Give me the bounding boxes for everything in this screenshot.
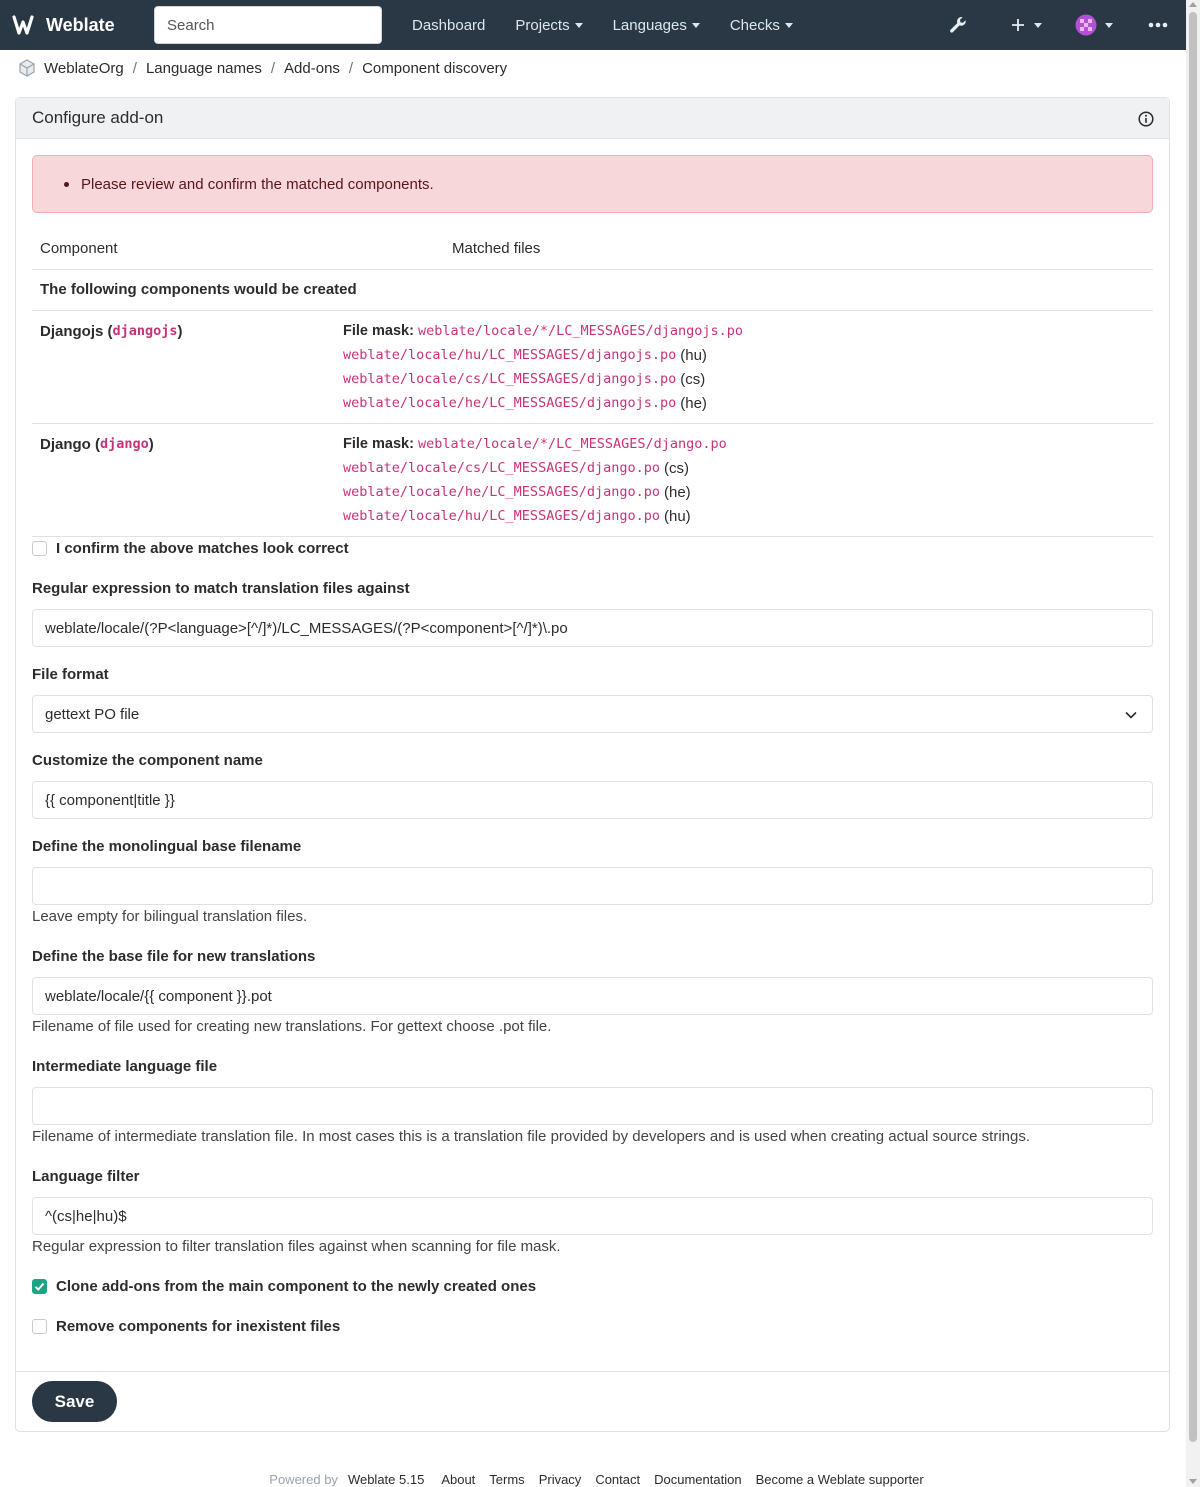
alert-bullet [64, 182, 69, 187]
file-mask-row [343, 434, 727, 454]
project-cube-icon [16, 57, 38, 79]
matched-file [343, 345, 707, 365]
base-file-input[interactable] [32, 867, 1153, 905]
powered-by-text: Powered by [269, 1472, 338, 1487]
footer-link-contact[interactable]: Contact [595, 1472, 641, 1487]
footer-link-about[interactable]: About [441, 1472, 476, 1487]
matched-file-path: weblate/locale/he/LC_MESSAGES/django.po [343, 484, 660, 500]
matched-file-language: (hu) [680, 346, 707, 364]
nav-languages-label: Languages [612, 16, 687, 34]
component-name-input[interactable]: {{ component|title }} [32, 781, 1153, 819]
file-mask-label: File mask: [343, 323, 414, 339]
new-base-help: Filename of file used for creating new translations. For gettext choose .pot file. [32, 1018, 552, 1035]
clone-addons-checkbox[interactable] [32, 1279, 47, 1294]
breadcrumb-separator: / [348, 59, 354, 77]
caret-down-icon [1105, 23, 1113, 28]
brand[interactable] [12, 14, 150, 36]
intermediate-help: Filename of intermediate translation file. In most cases this is a translation file provided by developers and is used when creating actual source strings. [32, 1128, 1031, 1145]
component-name: Djangojs [40, 322, 104, 340]
table-row-component-name: Djangojs ( djangojs ) [40, 322, 183, 340]
scroll-up-icon[interactable] [1189, 2, 1197, 7]
confirm-checkbox-row[interactable] [32, 540, 349, 557]
alert-message: Please review and confirm the matched components. [81, 175, 434, 193]
footer-version-link[interactable]: Weblate 5.15 [347, 1472, 425, 1487]
save-button[interactable]: Save [32, 1381, 117, 1422]
matched-file-language: (he) [663, 483, 691, 501]
file-mask-value: weblate/locale/*/LC_MESSAGES/django.po [417, 436, 727, 452]
matched-file [343, 369, 705, 389]
scroll-thumb[interactable] [1189, 12, 1197, 1442]
component-name: Django [40, 435, 91, 453]
footer-link-documentation[interactable]: Documentation [654, 1472, 742, 1487]
user-menu[interactable] [1062, 0, 1135, 50]
chevron-down-icon [1124, 708, 1138, 722]
breadcrumb-separator: / [270, 59, 276, 77]
scroll-down-icon[interactable] [1189, 1479, 1197, 1484]
confirm-label: I confirm the above matches look correct [56, 540, 349, 557]
component-name-label: Customize the component name [32, 752, 263, 769]
language-filter-label: Language filter [32, 1168, 140, 1185]
panel-title: Configure add-on [32, 108, 164, 127]
alert-danger [32, 155, 1153, 213]
caret-down-icon [785, 23, 793, 28]
nav-checks[interactable] [715, 0, 808, 50]
file-format-select[interactable] [32, 695, 1153, 733]
check-icon [34, 1281, 45, 1292]
nav-dashboard[interactable] [397, 0, 500, 50]
divider [32, 310, 1153, 311]
confirm-checkbox[interactable] [32, 541, 47, 556]
panel-footer [16, 1371, 1169, 1431]
more-icon[interactable] [1135, 0, 1186, 50]
matched-file-language: (hu) [663, 507, 691, 525]
matched-file-language: (he) [680, 394, 707, 412]
footer-link-terms[interactable]: Terms [489, 1472, 525, 1487]
divider [32, 536, 1153, 537]
language-filter-input[interactable]: ^(cs|he|hu)$ [32, 1197, 1153, 1235]
language-filter-help: Regular expression to filter translation files against when scanning for file mask. [32, 1238, 561, 1255]
matched-file-path: weblate/locale/hu/LC_MESSAGES/django.po [343, 508, 660, 524]
table-header-matched-files: Matched files [452, 240, 541, 257]
table-row-component-name: Django ( django ) [40, 435, 154, 453]
component-slug: django [100, 436, 149, 452]
nav-checks-label: Checks [729, 16, 780, 34]
base-file-help: Leave empty for bilingual translation files. [32, 908, 308, 925]
caret-down-icon [1034, 23, 1042, 28]
component-slug: djangojs [112, 323, 178, 339]
search-input[interactable]: Search [154, 6, 382, 44]
page-scrollbar[interactable] [1186, 0, 1200, 1487]
matched-file-path: weblate/locale/he/LC_MESSAGES/djangojs.po [343, 395, 677, 411]
nav-languages[interactable] [598, 0, 715, 50]
file-format-label: File format [32, 666, 109, 683]
nav-dashboard-label: Dashboard [412, 16, 486, 34]
matched-file [343, 506, 691, 526]
regex-label: Regular expression to match translation files against [32, 580, 410, 597]
base-file-label: Define the monolingual base filename [32, 838, 302, 855]
remove-components-checkbox[interactable] [32, 1319, 47, 1334]
breadcrumb-component[interactable]: Language names [145, 59, 262, 77]
plus-icon [1011, 18, 1025, 32]
nav-projects-label: Projects [515, 16, 570, 34]
matched-file-language: (cs) [663, 459, 689, 477]
footer-link-privacy[interactable]: Privacy [538, 1472, 582, 1487]
matched-file-path: weblate/locale/cs/LC_MESSAGES/django.po [343, 460, 660, 476]
file-mask-label: File mask: [343, 436, 414, 452]
configure-addon-panel [15, 97, 1170, 1432]
footer-link-supporter[interactable]: Become a Weblate supporter [755, 1472, 924, 1487]
matched-file [343, 482, 691, 502]
breadcrumb-addons[interactable]: Add-ons [284, 59, 340, 77]
table-header-component: Component [40, 240, 118, 257]
avatar-icon [1075, 14, 1097, 36]
divider [32, 269, 1153, 270]
wrench-icon[interactable] [935, 0, 998, 50]
matched-file [343, 458, 689, 478]
top-navbar [0, 0, 1186, 50]
page-footer [0, 1472, 1186, 1487]
file-mask-value: weblate/locale/*/LC_MESSAGES/djangojs.po [417, 323, 744, 339]
info-icon[interactable] [1138, 111, 1154, 127]
table-section-title: The following components would be created [40, 281, 357, 298]
clone-addons-label: Clone add-ons from the main component to the newly created ones [56, 1278, 537, 1295]
new-base-input[interactable]: weblate/locale/{{ component }}.pot [32, 977, 1153, 1015]
file-mask-row [343, 321, 743, 341]
matched-file-path: weblate/locale/cs/LC_MESSAGES/djangojs.po [343, 371, 677, 387]
panel-header [16, 98, 1169, 139]
file-format-value: gettext PO file [45, 705, 140, 723]
breadcrumb-project[interactable]: WeblateOrg [44, 59, 124, 77]
brand-label: Weblate [46, 14, 115, 35]
remove-components-label: Remove components for inexistent files [56, 1318, 341, 1335]
remove-components-row[interactable] [32, 1318, 340, 1335]
matched-file-path: weblate/locale/hu/LC_MESSAGES/djangojs.po [343, 347, 677, 363]
regex-input[interactable]: weblate/locale/(?P<language>[^/]*)/LC_MESSAGES/(?P<component>[^/]*)\.po [32, 609, 1153, 647]
intermediate-label: Intermediate language file [32, 1058, 218, 1075]
add-menu[interactable] [998, 0, 1062, 50]
clone-addons-row[interactable] [32, 1278, 536, 1295]
caret-down-icon [692, 23, 700, 28]
weblate-logo-icon [12, 14, 38, 36]
matched-file-language: (cs) [680, 370, 706, 388]
breadcrumb [16, 56, 507, 80]
intermediate-input[interactable] [32, 1087, 1153, 1125]
breadcrumb-separator: / [132, 59, 137, 77]
breadcrumb-current[interactable]: Component discovery [362, 59, 508, 77]
divider [32, 423, 1153, 424]
nav-projects[interactable] [500, 0, 597, 50]
new-base-label: Define the base file for new translations [32, 948, 316, 965]
caret-down-icon [575, 23, 583, 28]
matched-file [343, 393, 707, 413]
